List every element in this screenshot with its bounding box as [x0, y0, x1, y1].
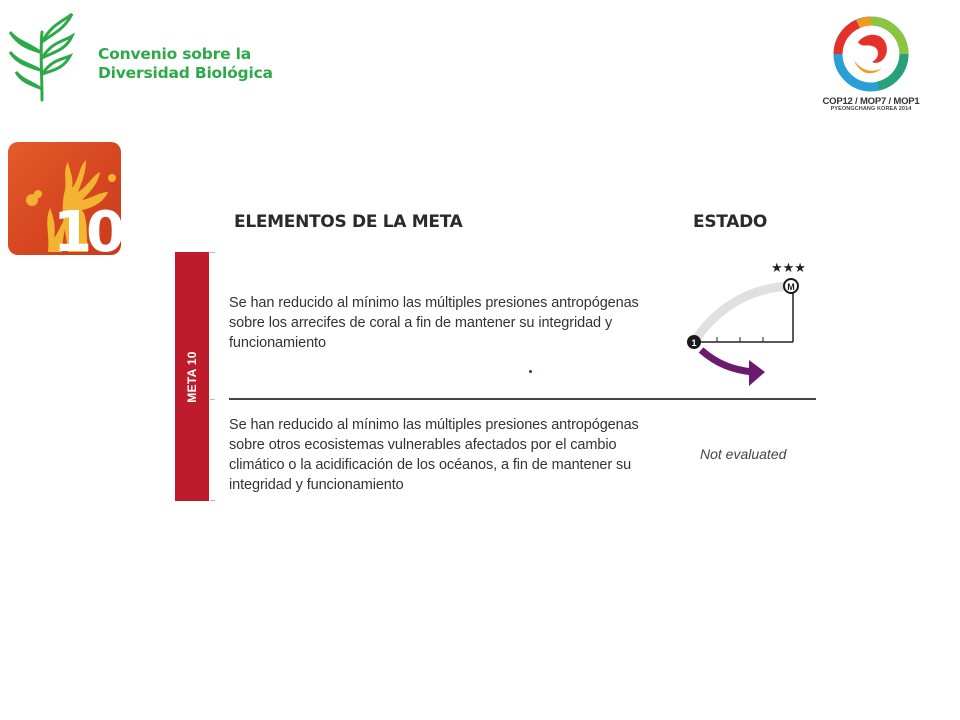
confidence-stars: ★★★ — [771, 260, 806, 275]
bar-tick — [210, 500, 215, 501]
trend-arrow-icon — [749, 360, 765, 386]
status-not-evaluated: Not evaluated — [700, 446, 787, 462]
column-header-status: ESTADO — [693, 212, 768, 232]
bar-tick — [210, 399, 215, 400]
row-divider — [229, 398, 816, 400]
column-header-elements: ELEMENTOS DE LA META — [234, 212, 463, 232]
cop-logo — [828, 14, 914, 94]
event-name: COP12 / MOP7 / MOP1 — [822, 96, 920, 107]
org-name-line1: Convenio sobre la — [98, 45, 251, 63]
target-element-text: Se han reducido al mínimo las múltiples presiones antropógenas sobre los arrecifes de coral a fin de mantener su integridad y funcionamiento — [229, 295, 639, 351]
bar-tick — [210, 252, 215, 253]
org-name-line2: Diversidad Biológica — [98, 64, 273, 82]
trend-arrow-shaft — [701, 350, 753, 372]
milestone-marker-label: M — [787, 282, 795, 292]
target-number: 10 — [53, 200, 119, 255]
target-side-bar — [175, 252, 209, 501]
cbd-logo — [6, 12, 76, 102]
target-10-icon — [8, 142, 121, 255]
trajectory-arc — [694, 286, 791, 342]
target-side-label: META 10 — [185, 350, 199, 403]
status-progress-graph — [681, 256, 821, 392]
org-name — [98, 45, 298, 83]
event-location: PYEONGCHANG KOREA 2014 — [830, 106, 912, 112]
stray-dot — [529, 370, 532, 373]
target-element-text: Se han reducido al mínimo las múltiples presiones antropógenas sobre otros ecosistemas vulnerables afectados por el cambio climático o la acidificación de los océanos, a fin de mantener su integridad y funcionamiento — [229, 417, 639, 493]
start-marker-label: 1 — [691, 338, 697, 348]
